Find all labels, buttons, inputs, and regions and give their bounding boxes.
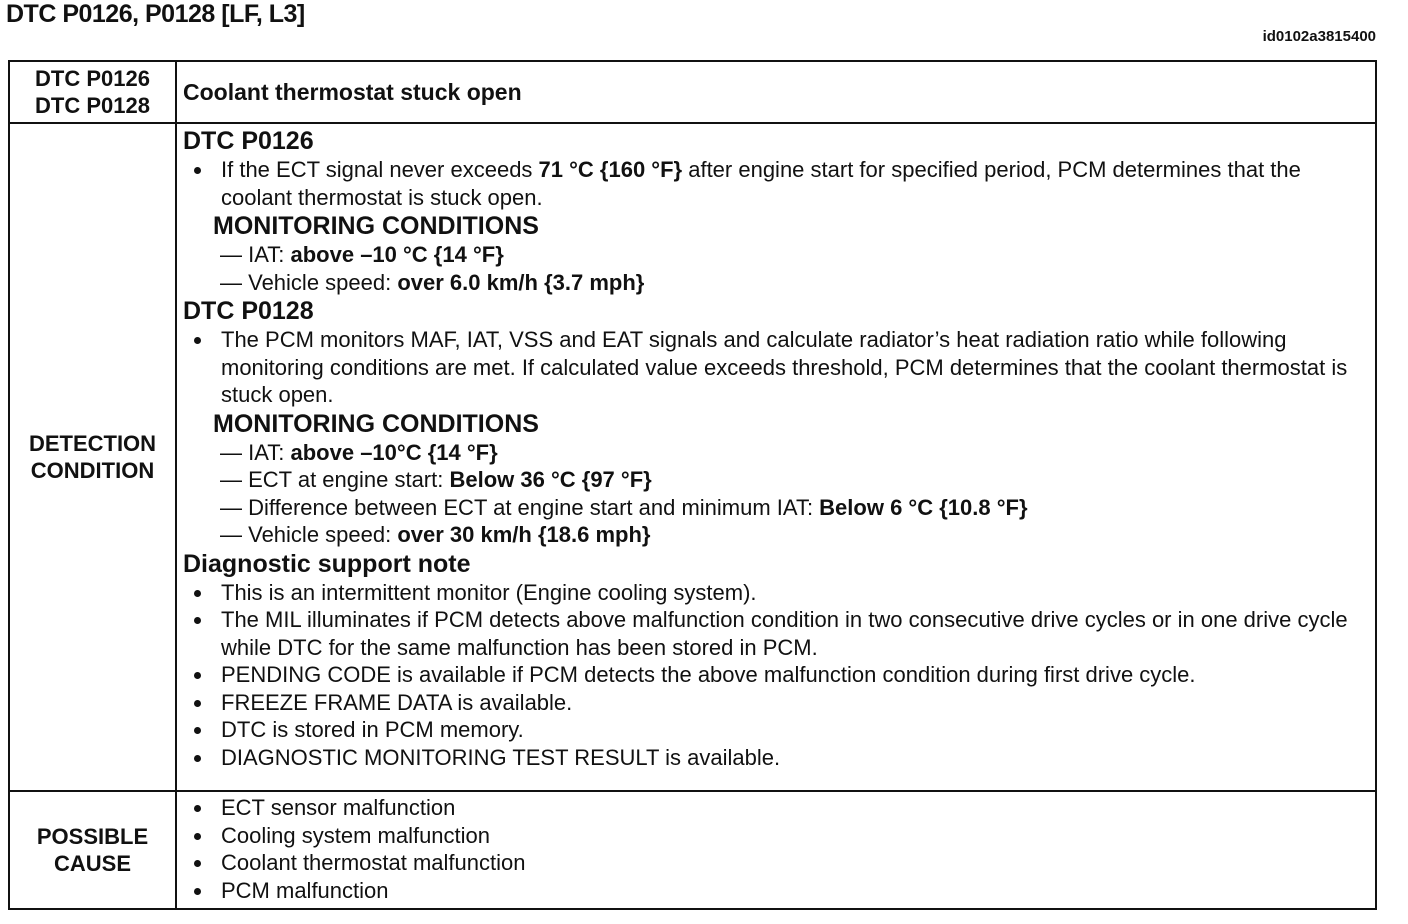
list-item xyxy=(183,156,1367,211)
condition-value: Below 36 °C {97 °F} xyxy=(449,467,652,492)
cause-label: CAUSE xyxy=(53,851,131,876)
list-item: ECT sensor malfunction xyxy=(183,794,1367,822)
cause-content-cell xyxy=(176,791,1376,909)
table-row-header xyxy=(9,61,1376,123)
dtc-code: DTC P0128 xyxy=(35,93,150,118)
dtc-codes-cell xyxy=(9,61,176,123)
support-note-title: Diagnostic support note xyxy=(183,549,471,578)
table-row-cause xyxy=(9,791,1376,909)
dtc-code: DTC P0126 xyxy=(35,66,150,91)
detection-label: CONDITION xyxy=(30,458,155,483)
condition-line xyxy=(220,269,1367,297)
condition-value: above –10°C {14 °F} xyxy=(290,439,498,465)
list-item: This is an intermittent monitor (Engine cooling system). xyxy=(183,579,1367,607)
condition-value: over 30 km/h {18.6 mph} xyxy=(397,522,651,547)
condition-line xyxy=(220,241,1367,269)
cause-label-cell xyxy=(9,791,176,909)
p0126-title: DTC P0126 xyxy=(183,127,314,155)
condition-label: — ECT at engine start: xyxy=(220,467,450,492)
p0126-monitoring-title: MONITORING CONDITIONS xyxy=(213,212,539,240)
condition-label: — Vehicle speed: xyxy=(220,269,398,295)
p0126-bullets xyxy=(183,156,1367,211)
condition-value: above –10 °C {14 °F} xyxy=(290,242,504,267)
bullet-text: after engine start for specified period, PCM determines that the coolant thermostat is stuck open. xyxy=(221,157,1301,210)
condition-line xyxy=(220,439,1367,467)
condition-label: — IAT: xyxy=(220,439,291,465)
list-item: Coolant thermostat malfunction xyxy=(183,849,1367,877)
bullet-text: If the ECT signal never exceeds xyxy=(221,157,539,182)
p0128-monitoring-title: MONITORING CONDITIONS xyxy=(213,409,539,438)
condition-label: — Difference between ECT at engine start and minimum IAT: xyxy=(220,494,820,520)
condition-line xyxy=(220,494,1367,522)
list-item: DIAGNOSTIC MONITORING TEST RESULT is available. xyxy=(183,744,1367,772)
condition-line xyxy=(220,466,1367,494)
list-item: FREEZE FRAME DATA is available. xyxy=(183,689,1367,717)
cause-bullets xyxy=(183,794,1367,904)
bullet-bold-value: 71 °C {160 °F} xyxy=(538,157,683,182)
list-item: The MIL illuminates if PCM detects above malfunction condition in two consecutive drive cycles or in one drive cycle while DTC for the same malfunction has been stored in PCM. xyxy=(183,606,1367,661)
condition-line xyxy=(220,521,1367,549)
p0128-title: DTC P0128 xyxy=(183,297,314,325)
list-item: PENDING CODE is available if PCM detects the above malfunction condition during first drive cycle. xyxy=(183,661,1367,689)
list-item: Cooling system malfunction xyxy=(183,822,1367,850)
condition-label: — IAT: xyxy=(220,242,291,267)
condition-value: Below 6 °C {10.8 °F} xyxy=(819,494,1028,520)
document-id: id0102a3815400 xyxy=(1262,28,1376,45)
detection-label: DETECTION xyxy=(28,431,157,456)
condition-label: — Vehicle speed: xyxy=(220,522,398,547)
dtc-table xyxy=(8,60,1377,910)
page-title: DTC P0126, P0128 [LF, L3] xyxy=(6,0,305,28)
list-item: DTC is stored in PCM memory. xyxy=(183,716,1367,744)
dtc-description: Coolant thermostat stuck open xyxy=(176,61,1376,123)
table-row-detection xyxy=(9,123,1376,791)
list-item: PCM malfunction xyxy=(183,877,1367,905)
p0128-bullets xyxy=(183,326,1367,409)
detection-label-cell xyxy=(9,123,176,791)
support-note-bullets xyxy=(183,579,1367,772)
detection-content-cell xyxy=(176,123,1376,791)
list-item: The PCM monitors MAF, IAT, VSS and EAT signals and calculate radiator’s heat radiation ratio while following monitoring conditions are met. If calculated value exceeds threshold, PCM determines that the coolant thermostat is stuck open. xyxy=(183,326,1367,409)
cause-label: POSSIBLE xyxy=(36,824,149,849)
condition-value: over 6.0 km/h {3.7 mph} xyxy=(397,269,645,295)
